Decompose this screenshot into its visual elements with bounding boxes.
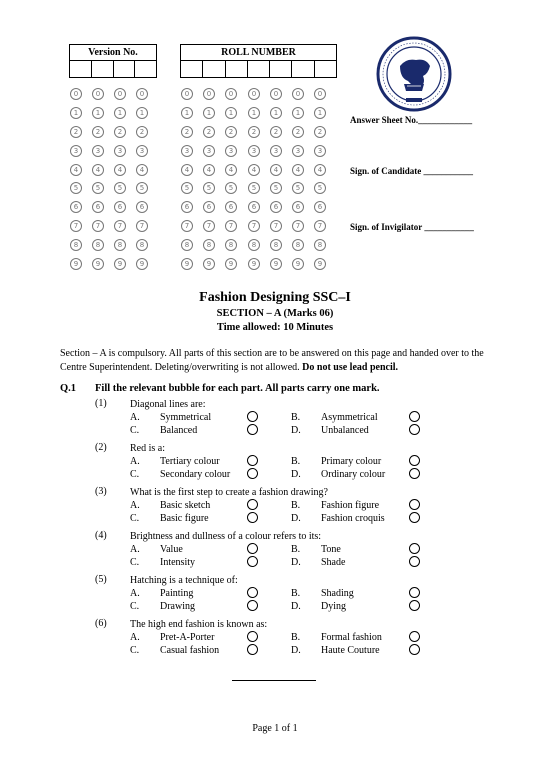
question-stem: What is the first step to create a fashion drawing? [130, 487, 328, 498]
digit-bubble[interactable]: 2 [248, 126, 260, 138]
option-row [95, 424, 435, 437]
option-text: Pret-A-Porter [160, 632, 215, 643]
answer-bubble[interactable] [409, 455, 420, 466]
answer-bubble[interactable] [247, 556, 258, 567]
answer-bubble[interactable] [247, 600, 258, 611]
option-text: Ordinary colour [321, 469, 386, 480]
option-text: Intensity [160, 557, 195, 568]
answer-bubble[interactable] [409, 411, 420, 422]
digit-bubble[interactable]: 1 [181, 107, 193, 119]
roll-bubble-column [225, 88, 237, 277]
version-cell[interactable] [114, 61, 136, 78]
digit-bubble[interactable]: 3 [92, 145, 104, 157]
roll-cell[interactable] [270, 61, 292, 78]
version-cell[interactable] [135, 61, 156, 78]
page-number: Page 1 of 1 [252, 723, 298, 734]
question-part [95, 398, 435, 437]
digit-bubble[interactable]: 7 [225, 220, 237, 232]
digit-bubble[interactable]: 7 [248, 220, 260, 232]
digit-bubble[interactable]: 0 [181, 88, 193, 100]
digit-bubble[interactable]: 8 [70, 239, 82, 251]
digit-bubble[interactable]: 3 [270, 145, 282, 157]
digit-bubble[interactable]: 1 [248, 107, 260, 119]
digit-bubble[interactable]: 4 [181, 164, 193, 176]
roll-bubble-column [203, 88, 215, 277]
digit-bubble[interactable]: 6 [181, 201, 193, 213]
digit-bubble[interactable]: 5 [114, 182, 126, 194]
option-row [95, 499, 435, 512]
digit-bubble[interactable]: 6 [248, 201, 260, 213]
option-text: Basic figure [160, 513, 209, 524]
digit-bubble[interactable]: 8 [181, 239, 193, 251]
digit-bubble[interactable]: 8 [203, 239, 215, 251]
digit-bubble[interactable]: 4 [114, 164, 126, 176]
digit-bubble[interactable]: 2 [292, 126, 304, 138]
part-number: (4) [95, 530, 107, 541]
digit-bubble[interactable]: 4 [70, 164, 82, 176]
digit-bubble[interactable]: 0 [203, 88, 215, 100]
digit-bubble[interactable]: 5 [292, 182, 304, 194]
digit-bubble[interactable]: 2 [225, 126, 237, 138]
question-part [95, 618, 435, 657]
digit-bubble[interactable]: 6 [136, 201, 148, 213]
answer-bubble[interactable] [247, 512, 258, 523]
option-text: Asymmetrical [321, 412, 378, 423]
answer-bubble[interactable] [247, 587, 258, 598]
digit-bubble[interactable]: 7 [314, 220, 326, 232]
option-text: Tone [321, 544, 341, 555]
option-text: Primary colour [321, 456, 382, 467]
digit-bubble[interactable]: 2 [136, 126, 148, 138]
answer-sheet-number-field[interactable]: Answer Sheet No.____________ [350, 115, 473, 125]
option-row [95, 411, 435, 424]
time-allowed: Time allowed: 10 Minutes [216, 322, 334, 333]
digit-bubble[interactable]: 7 [203, 220, 215, 232]
digit-bubble[interactable]: 4 [136, 164, 148, 176]
question-stem: The high end fashion is known as: [130, 619, 268, 630]
part-number: (1) [95, 398, 107, 409]
option-letter: A. [130, 412, 140, 423]
digit-bubble[interactable]: 3 [181, 145, 193, 157]
digit-bubble[interactable]: 5 [225, 182, 237, 194]
option-text: Basic sketch [160, 500, 211, 511]
question-stem: Red is a: [130, 443, 165, 454]
digit-bubble[interactable]: 7 [181, 220, 193, 232]
option-row [95, 468, 435, 481]
option-text: Painting [160, 588, 194, 599]
question-stem: Diagonal lines are: [130, 399, 206, 410]
instructions [60, 347, 500, 375]
version-bubble-column [70, 88, 82, 277]
section-heading: SECTION – A (Marks 06) [216, 308, 334, 319]
digit-bubble[interactable]: 5 [92, 182, 104, 194]
question-part [95, 486, 435, 525]
answer-bubble[interactable] [409, 512, 420, 523]
question-instruction: Fill the relevant bubble for each part. All parts carry one mark. [95, 383, 380, 394]
digit-bubble[interactable]: 8 [292, 239, 304, 251]
option-text: Fashion figure [321, 500, 380, 511]
digit-bubble[interactable]: 5 [314, 182, 326, 194]
digit-bubble[interactable]: 6 [92, 201, 104, 213]
digit-bubble[interactable]: 8 [92, 239, 104, 251]
option-letter: C. [130, 425, 140, 436]
roll-number-box [180, 44, 337, 78]
digit-bubble[interactable]: 7 [136, 220, 148, 232]
digit-bubble[interactable]: 6 [70, 201, 82, 213]
digit-bubble[interactable]: 1 [70, 107, 82, 119]
answer-bubble[interactable] [247, 468, 258, 479]
roll-bubble-column [181, 88, 193, 277]
option-row [95, 631, 435, 644]
lead-pencil-note: Do not use lead pencil. [302, 362, 399, 373]
digit-bubble[interactable]: 6 [314, 201, 326, 213]
option-text: Secondary colour [160, 469, 231, 480]
digit-bubble[interactable]: 3 [248, 145, 260, 157]
version-bubble-column [136, 88, 148, 277]
answer-bubble[interactable] [247, 631, 258, 642]
digit-bubble[interactable]: 3 [136, 145, 148, 157]
digit-bubble[interactable]: 6 [225, 201, 237, 213]
version-bubble-column [92, 88, 104, 277]
version-number-box [69, 44, 157, 78]
option-text: Drawing [160, 601, 195, 612]
option-letter: B. [291, 412, 301, 423]
part-number: (3) [95, 486, 107, 497]
digit-bubble[interactable]: 7 [70, 220, 82, 232]
digit-bubble[interactable]: 1 [114, 107, 126, 119]
option-row [95, 587, 435, 600]
digit-bubble[interactable]: 7 [92, 220, 104, 232]
option-letter: C. [130, 645, 140, 656]
digit-bubble[interactable]: 4 [270, 164, 282, 176]
version-bubble-column [114, 88, 126, 277]
option-row [95, 543, 435, 556]
roll-cell[interactable] [248, 61, 270, 78]
answer-bubble[interactable] [247, 543, 258, 554]
option-letter: B. [291, 456, 301, 467]
question-number: Q.1 [60, 383, 77, 394]
option-letter: B. [291, 544, 301, 555]
option-text: Haute Couture [321, 645, 380, 656]
option-letter: B. [291, 588, 301, 599]
option-text: Formal fashion [321, 632, 382, 643]
roll-number-label: ROLL NUMBER [181, 45, 336, 61]
digit-bubble[interactable]: 0 [114, 88, 126, 100]
digit-bubble[interactable]: 4 [225, 164, 237, 176]
version-cell[interactable] [70, 61, 92, 78]
exam-title: Fashion Designing SSC–I [199, 290, 351, 305]
option-letter: A. [130, 544, 140, 555]
instructions-text: Section – A is compulsory. All parts of this section are to be answered on this page and handed over to the Centre Superintendent. Deleting/overwriting is not allowed. [60, 348, 484, 373]
digit-bubble[interactable]: 4 [203, 164, 215, 176]
question-part [95, 574, 435, 613]
digit-bubble[interactable]: 9 [292, 258, 304, 270]
part-number: (2) [95, 442, 107, 453]
digit-bubble[interactable]: 5 [70, 182, 82, 194]
digit-bubble[interactable]: 8 [270, 239, 282, 251]
digit-bubble[interactable]: 8 [136, 239, 148, 251]
option-text: Dying [321, 601, 346, 612]
digit-bubble[interactable]: 3 [203, 145, 215, 157]
digit-bubble[interactable]: 4 [314, 164, 326, 176]
roll-bubble-column [248, 88, 260, 277]
digit-bubble[interactable]: 0 [70, 88, 82, 100]
option-letter: C. [130, 513, 140, 524]
option-letter: C. [130, 557, 140, 568]
digit-bubble[interactable]: 3 [292, 145, 304, 157]
option-letter: A. [130, 632, 140, 643]
answer-bubble[interactable] [409, 468, 420, 479]
version-cell[interactable] [92, 61, 114, 78]
option-text: Casual fashion [160, 645, 220, 656]
digit-bubble[interactable]: 0 [314, 88, 326, 100]
roll-cell[interactable] [226, 61, 248, 78]
digit-bubble[interactable]: 6 [292, 201, 304, 213]
digit-bubble[interactable]: 9 [314, 258, 326, 270]
roll-bubble-column [270, 88, 282, 277]
option-text: Fashion croquis [321, 513, 385, 524]
option-letter: D. [291, 601, 301, 612]
digit-bubble[interactable]: 1 [292, 107, 304, 119]
digit-bubble[interactable]: 8 [225, 239, 237, 251]
question-stem: Brightness and dullness of a colour refers to its: [130, 531, 322, 542]
digit-bubble[interactable]: 1 [203, 107, 215, 119]
digit-bubble[interactable]: 4 [292, 164, 304, 176]
option-text: Value [160, 544, 183, 555]
separator-line [232, 680, 316, 681]
digit-bubble[interactable]: 5 [203, 182, 215, 194]
option-letter: A. [130, 500, 140, 511]
answer-bubble[interactable] [409, 631, 420, 642]
answer-bubble[interactable] [409, 644, 420, 655]
answer-bubble[interactable] [247, 411, 258, 422]
question-part [95, 530, 435, 569]
candidate-signature-field[interactable]: Sign. of Candidate ___________ [350, 166, 474, 176]
answer-bubble[interactable] [409, 587, 420, 598]
part-number: (5) [95, 574, 107, 585]
option-letter: A. [130, 456, 140, 467]
digit-bubble[interactable]: 9 [136, 258, 148, 270]
digit-bubble[interactable]: 1 [314, 107, 326, 119]
digit-bubble[interactable]: 9 [114, 258, 126, 270]
digit-bubble[interactable]: 0 [248, 88, 260, 100]
option-letter: B. [291, 500, 301, 511]
answer-bubble[interactable] [247, 644, 258, 655]
option-text: Shading [321, 588, 354, 599]
digit-bubble[interactable]: 8 [248, 239, 260, 251]
answer-bubble[interactable] [409, 424, 420, 435]
answer-bubble[interactable] [409, 543, 420, 554]
digit-bubble[interactable]: 0 [136, 88, 148, 100]
digit-bubble[interactable]: 8 [314, 239, 326, 251]
roll-bubble-column [292, 88, 304, 277]
digit-bubble[interactable]: 9 [248, 258, 260, 270]
digit-bubble[interactable]: 3 [314, 145, 326, 157]
digit-bubble[interactable]: 0 [92, 88, 104, 100]
option-row [95, 512, 435, 525]
digit-bubble[interactable]: 2 [270, 126, 282, 138]
roll-bubble-column [314, 88, 326, 277]
digit-bubble[interactable]: 3 [225, 145, 237, 157]
question-stem: Hatching is a technique of: [130, 575, 238, 586]
invigilator-signature-field[interactable]: Sign. of Invigilator ___________ [350, 222, 474, 232]
option-text: Symmetrical [160, 412, 212, 423]
question-heading [60, 383, 380, 394]
digit-bubble[interactable]: 5 [248, 182, 260, 194]
digit-bubble[interactable]: 4 [92, 164, 104, 176]
digit-bubble[interactable]: 1 [225, 107, 237, 119]
digit-bubble[interactable]: 2 [114, 126, 126, 138]
roll-cell[interactable] [292, 61, 314, 78]
option-letter: A. [130, 588, 140, 599]
digit-bubble[interactable]: 2 [181, 126, 193, 138]
digit-bubble[interactable]: 9 [270, 258, 282, 270]
digit-bubble[interactable]: 7 [270, 220, 282, 232]
digit-bubble[interactable]: 2 [70, 126, 82, 138]
digit-bubble[interactable]: 7 [292, 220, 304, 232]
option-row [95, 644, 435, 657]
answer-bubble[interactable] [247, 455, 258, 466]
digit-bubble[interactable]: 2 [203, 126, 215, 138]
roll-cell[interactable] [181, 61, 203, 78]
option-letter: D. [291, 469, 301, 480]
digit-bubble[interactable]: 4 [248, 164, 260, 176]
version-number-label: Version No. [70, 45, 156, 61]
option-text: Tertiary colour [160, 456, 220, 467]
digit-bubble[interactable]: 5 [270, 182, 282, 194]
answer-bubble[interactable] [409, 499, 420, 510]
digit-bubble[interactable]: 9 [70, 258, 82, 270]
option-row [95, 600, 435, 613]
roll-cell[interactable] [315, 61, 336, 78]
digit-bubble[interactable]: 9 [225, 258, 237, 270]
option-letter: B. [291, 632, 301, 643]
answer-bubble[interactable] [247, 424, 258, 435]
option-letter: D. [291, 645, 301, 656]
option-text: Shade [321, 557, 346, 568]
digit-bubble[interactable]: 5 [136, 182, 148, 194]
digit-bubble[interactable]: 6 [203, 201, 215, 213]
question-part [95, 442, 435, 481]
digit-bubble[interactable]: 7 [114, 220, 126, 232]
option-letter: D. [291, 513, 301, 524]
digit-bubble[interactable]: 0 [270, 88, 282, 100]
digit-bubble[interactable]: 0 [292, 88, 304, 100]
option-text: Balanced [160, 425, 198, 436]
option-text: Unbalanced [321, 425, 369, 436]
option-letter: C. [130, 601, 140, 612]
digit-bubble[interactable]: 2 [92, 126, 104, 138]
part-number: (6) [95, 618, 107, 629]
digit-bubble[interactable]: 9 [181, 258, 193, 270]
option-letter: D. [291, 425, 301, 436]
digit-bubble[interactable]: 6 [270, 201, 282, 213]
digit-bubble[interactable]: 1 [92, 107, 104, 119]
answer-bubble[interactable] [247, 499, 258, 510]
option-letter: C. [130, 469, 140, 480]
option-letter: D. [291, 557, 301, 568]
digit-bubble[interactable]: 0 [225, 88, 237, 100]
digit-bubble[interactable]: 5 [181, 182, 193, 194]
digit-bubble[interactable]: 9 [92, 258, 104, 270]
answer-bubble[interactable] [409, 556, 420, 567]
digit-bubble[interactable]: 6 [114, 201, 126, 213]
digit-bubble[interactable]: 1 [136, 107, 148, 119]
option-row [95, 556, 435, 569]
option-row [95, 455, 435, 468]
answer-bubble[interactable] [409, 600, 420, 611]
roll-cell[interactable] [203, 61, 225, 78]
digit-bubble[interactable]: 3 [114, 145, 126, 157]
digit-bubble[interactable]: 2 [314, 126, 326, 138]
digit-bubble[interactable]: 3 [70, 145, 82, 157]
digit-bubble[interactable]: 1 [270, 107, 282, 119]
digit-bubble[interactable]: 8 [114, 239, 126, 251]
board-seal-logo [376, 36, 452, 112]
digit-bubble[interactable]: 9 [203, 258, 215, 270]
